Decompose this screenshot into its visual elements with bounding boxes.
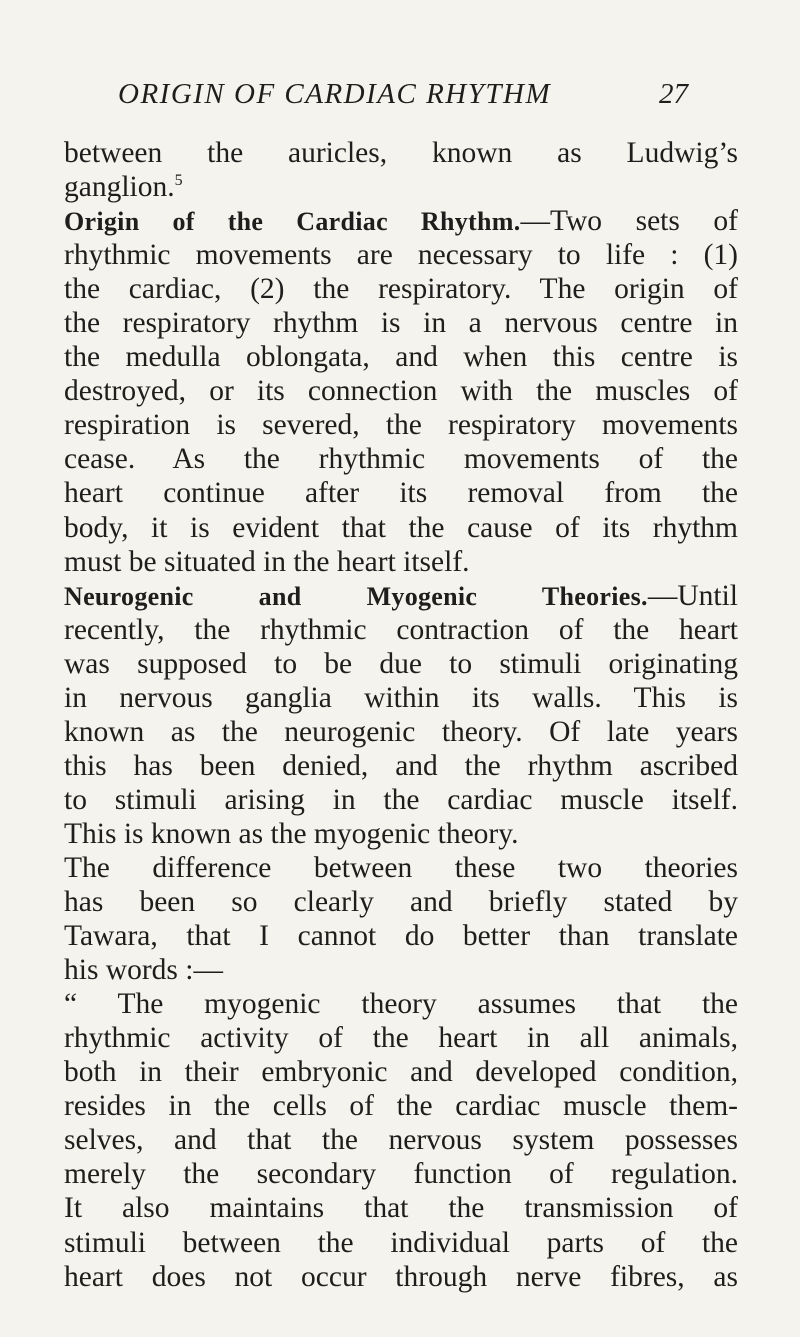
- text-line: this has been denied, and the rhythm ascribed: [64, 749, 738, 782]
- text-line: [64, 204, 738, 238]
- text-line: [64, 579, 738, 613]
- text-line: has been so clearly and briefly stated by: [64, 886, 738, 919]
- text-line: “ The myogenic theory assumes that the: [64, 988, 738, 1021]
- text-line: destroyed, or its connection with the muscles of: [64, 375, 738, 408]
- running-header-title: ORIGIN OF CARDIAC RHYTHM: [118, 78, 552, 110]
- text-line: body, it is evident that the cause of its rhythm: [64, 511, 738, 544]
- text-line: merely the secondary function of regulation.: [64, 1158, 738, 1191]
- text-line: rhythmic activity of the heart in all animals,: [64, 1022, 738, 1055]
- body-text: [64, 136, 738, 1294]
- text-line: heart continue after its removal from the: [64, 477, 738, 510]
- text-line: both in their embryonic and developed condition,: [64, 1056, 738, 1089]
- text-line: selves, and that the nervous system possesses: [64, 1124, 738, 1157]
- text-line: recently, the rhythmic contraction of the heart: [64, 613, 738, 646]
- footnote-marker: 5: [174, 172, 183, 190]
- text-line: cease. As the rhythmic movements of the: [64, 443, 738, 476]
- text-line: rhythmic movements are necessary to life : (1): [64, 239, 738, 272]
- text-line: the respiratory rhythm is in a nervous centre in: [64, 307, 738, 340]
- text-line: It also maintains that the transmission of: [64, 1192, 738, 1225]
- text-line: to stimuli arising in the cardiac muscle itself.: [64, 783, 738, 816]
- text-line: in nervous ganglia within its walls. This is: [64, 681, 738, 714]
- text-line: stimuli between the individual parts of the: [64, 1226, 738, 1259]
- page-number: 27: [659, 78, 688, 110]
- section-heading-origin: Origin of the Cardiac Rhythm.: [64, 207, 521, 237]
- text-line: resides in the cells of the cardiac muscle them-: [64, 1090, 738, 1123]
- text-line: the medulla oblongata, and when this centre is: [64, 341, 738, 374]
- text-line-content: ganglion.: [64, 171, 175, 204]
- text-line: respiration is severed, the respiratory movements: [64, 409, 738, 442]
- text-line: heart does not occur through nerve fibres, as: [64, 1260, 738, 1293]
- text-line: Tawara, that I cannot do better than translate: [64, 920, 738, 953]
- section-heading-theories: Neurogenic and Myogenic Theories.: [64, 581, 648, 611]
- text-line: his words :—: [64, 954, 223, 987]
- text-line: the cardiac, (2) the respiratory. The origin of: [64, 273, 738, 306]
- text-line: This is known as the myogenic theory.: [64, 817, 519, 850]
- text-line-content: —Two sets of: [520, 205, 738, 238]
- text-line: between the auricles, known as Ludwig’s: [64, 137, 738, 169]
- text-line: known as the neurogenic theory. Of late years: [64, 715, 738, 748]
- running-header: [118, 78, 688, 118]
- text-line: must be situated in the heart itself.: [64, 545, 470, 578]
- text-line: [64, 170, 738, 204]
- text-line: was supposed to be due to stimuli originating: [64, 647, 738, 680]
- text-line: The difference between these two theories: [64, 851, 738, 884]
- text-line-content: —Until: [647, 579, 738, 612]
